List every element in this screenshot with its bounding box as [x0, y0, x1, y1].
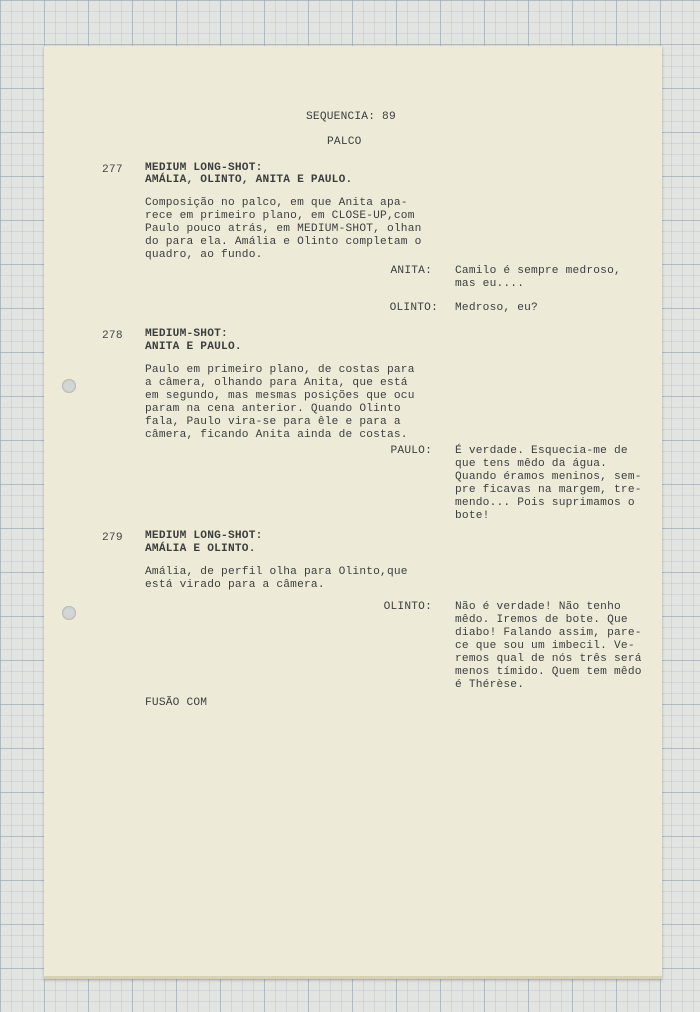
- action-line: a câmera, olhando para Anita, que está: [145, 377, 408, 389]
- dialogue-line: mendo... Pois suprimamos o: [455, 497, 635, 509]
- dialogue-line: remos qual de nós três será: [455, 653, 642, 665]
- transition-text: FUSÃO COM: [145, 697, 208, 709]
- action-line: Paulo pouco atrás, em MEDIUM-SHOT, olhan: [145, 223, 422, 235]
- action-line: Composição no palco, em que Anita apa-: [145, 197, 408, 209]
- dialogue-line: É verdade. Esquecia-me de: [455, 445, 628, 457]
- action-line: em segundo, mas mesmas posições que ocu: [145, 390, 415, 402]
- scene-number: 279: [102, 532, 123, 544]
- script-page: [44, 46, 662, 979]
- shot-characters: AMÁLIA, OLINTO, ANITA E PAULO.: [145, 174, 353, 186]
- punch-hole-upper: [62, 379, 76, 393]
- dialogue-speaker: OLINTO:: [389, 302, 438, 314]
- shot-characters: AMÁLIA E OLINTO.: [145, 543, 256, 555]
- action-line: está virado para a câmera.: [145, 579, 325, 591]
- dialogue-speaker: OLINTO:: [383, 601, 432, 613]
- dialogue-line: Quando éramos meninos, sem-: [455, 471, 642, 483]
- dialogue-line: ce que sou um imbecil. Ve-: [455, 640, 635, 652]
- action-line: quadro, ao fundo.: [145, 249, 263, 261]
- dialogue-line: bote!: [455, 510, 490, 522]
- action-line: Amália, de perfil olha para Olinto,que: [145, 566, 408, 578]
- dialogue-line: é Thérèse.: [455, 679, 525, 691]
- scene-number: 278: [102, 330, 123, 342]
- dialogue-line: mas eu....: [455, 278, 525, 290]
- dialogue-line: pre ficavas na margem, tre-: [455, 484, 642, 496]
- dialogue-speaker: PAULO:: [390, 445, 432, 457]
- action-line: do para ela. Amália e Olinto completam o: [145, 236, 422, 248]
- dialogue-line: diabo! Falando assim, pare-: [455, 627, 642, 639]
- punch-hole-lower: [62, 606, 76, 620]
- scene-number: 277: [102, 164, 123, 176]
- action-line: param na cena anterior. Quando Olinto: [145, 403, 401, 415]
- action-line: Paulo em primeiro plano, de costas para: [145, 364, 415, 376]
- action-line: câmera, ficando Anita ainda de costas.: [145, 429, 408, 441]
- shot-characters: ANITA E PAULO.: [145, 341, 242, 353]
- dialogue-line: Medroso, eu?: [455, 302, 538, 314]
- scene-location: PALCO: [327, 136, 362, 148]
- shot-heading: MEDIUM LONG-SHOT:: [145, 162, 263, 174]
- dialogue-line: que tens mêdo da água.: [455, 458, 608, 470]
- shot-heading: MEDIUM LONG-SHOT:: [145, 530, 263, 542]
- dialogue-line: mêdo. Iremos de bote. Que: [455, 614, 628, 626]
- dialogue-speaker: ANITA:: [390, 265, 432, 277]
- dialogue-line: Camilo é sempre medroso,: [455, 265, 621, 277]
- action-line: fala, Paulo vira-se para êle e para a: [145, 416, 401, 428]
- shot-heading: MEDIUM-SHOT:: [145, 328, 228, 340]
- action-line: rece em primeiro plano, em CLOSE-UP,com: [145, 210, 415, 222]
- dialogue-line: menos tímido. Quem tem mêdo: [455, 666, 642, 678]
- sequence-number: SEQUENCIA: 89: [306, 111, 396, 123]
- dialogue-line: Não é verdade! Não tenho: [455, 601, 621, 613]
